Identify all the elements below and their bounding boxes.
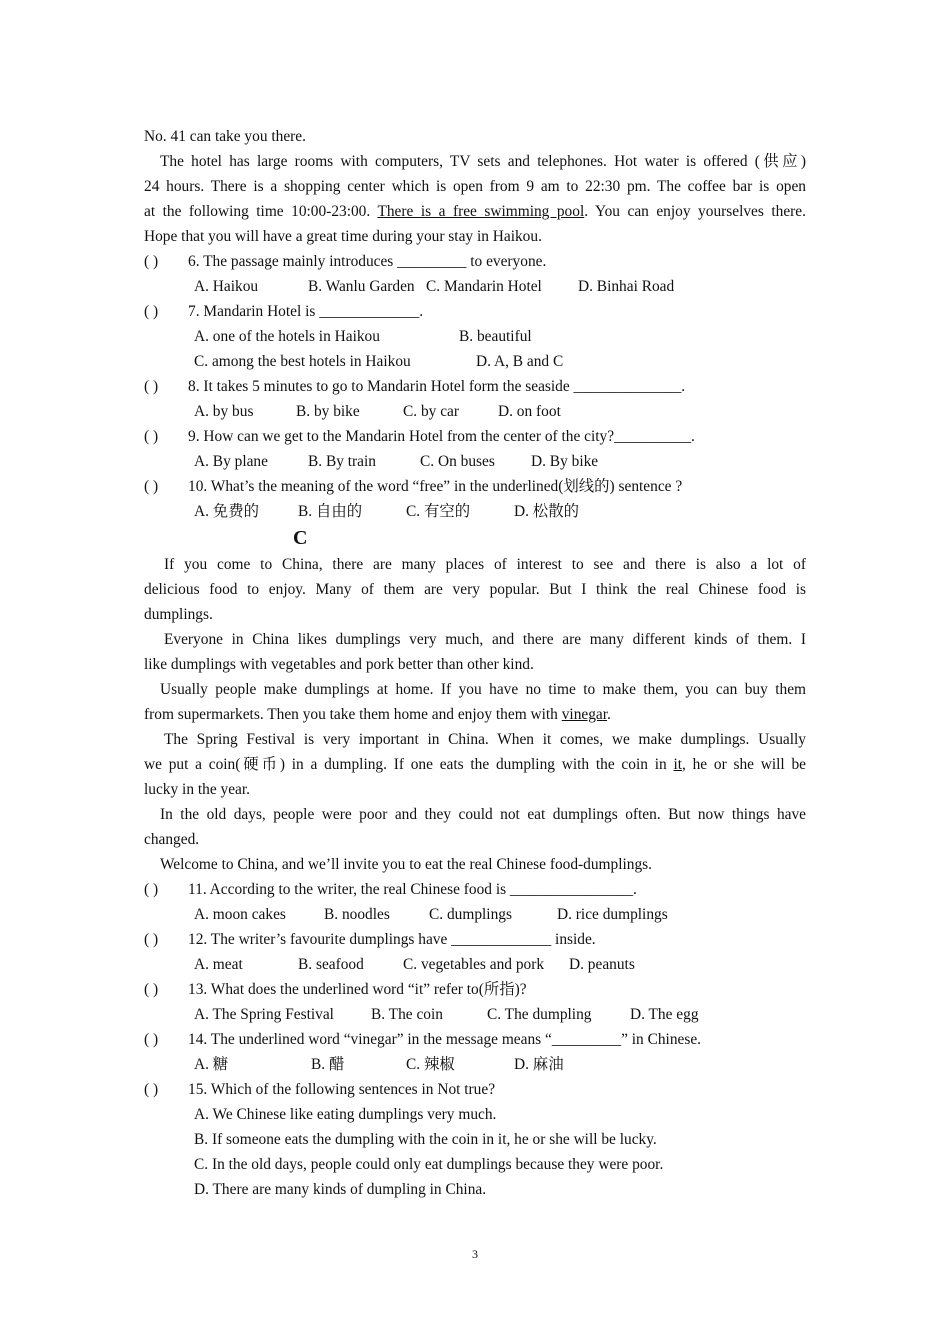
options-row: [144, 449, 806, 474]
passage-b-line: No. 41 can take you there.: [144, 128, 306, 145]
option-d: D. There are many kinds of dumpling in China.: [194, 1181, 487, 1198]
options-row: [144, 952, 806, 977]
passage-c-line: Usually people make dumplings at home. If you have no time to make them, you can buy them: [160, 681, 806, 698]
passage-b-line: at the following time 10:00-23:00. There is a free swimming pool. You can enjoy yourselves there.: [144, 203, 806, 220]
option-a: A. We Chinese like eating dumplings very much.: [194, 1106, 497, 1123]
passage-b-line: The hotel has large rooms with computers, TV sets and telephones. Hot water is offered (供应): [160, 153, 806, 170]
option-a: A. moon cakes: [194, 906, 286, 923]
answer-blank[interactable]: ( ): [144, 303, 159, 320]
underlined-sentence: There is a free swimming pool: [377, 203, 585, 220]
passage-c-line: like dumplings with vegetables and pork better than other kind.: [144, 656, 534, 673]
option-c: C. On buses: [420, 453, 495, 470]
option-b: B. Wanlu Garden: [308, 278, 415, 295]
option-b: B. 自由的: [298, 503, 363, 520]
option-c: C. by car: [403, 403, 459, 420]
option-d: D. The egg: [630, 1006, 699, 1023]
passage-b-line: 24 hours. There is a shopping center which is open from 9 am to 22:30 pm. The coffee bar is open: [144, 178, 806, 195]
question-text: 6. The passage mainly introduces _________ to everyone.: [188, 253, 547, 270]
answer-blank[interactable]: ( ): [144, 1031, 159, 1048]
option-b: B. by bike: [296, 403, 360, 420]
question-12: [144, 927, 806, 952]
page-number: 3: [472, 1247, 478, 1261]
section-heading: C: [293, 527, 308, 549]
question-14: [144, 1027, 806, 1052]
answer-blank[interactable]: ( ): [144, 428, 159, 445]
option-d: D. 麻油: [514, 1056, 564, 1073]
option-c: C. The dumpling: [487, 1006, 592, 1023]
option-a: A. by bus: [194, 403, 254, 420]
options-row: [144, 274, 806, 299]
passage-c-line: from supermarkets. Then you take them home and enjoy them with vinegar.: [144, 706, 611, 723]
answer-blank[interactable]: ( ): [144, 881, 159, 898]
answer-blank[interactable]: ( ): [144, 981, 159, 998]
answer-blank[interactable]: ( ): [144, 1081, 159, 1098]
question-7: [144, 299, 806, 324]
option-a: A. 糖: [194, 1056, 229, 1073]
option-b: B. beautiful: [459, 328, 532, 345]
answer-blank[interactable]: ( ): [144, 931, 159, 948]
option-a: A. 免费的: [194, 503, 259, 520]
option-a: A. meat: [194, 956, 243, 973]
question-text: 13. What does the underlined word “it” refer to(所指)?: [188, 981, 527, 998]
options-row: [144, 324, 806, 349]
options-row: [144, 499, 806, 524]
passage-c-line: Welcome to China, and we’ll invite you to eat the real Chinese food-dumplings.: [160, 856, 652, 873]
option-a: A. one of the hotels in Haikou: [194, 328, 380, 345]
options-row: [144, 349, 806, 374]
answer-blank[interactable]: ( ): [144, 378, 159, 395]
option-c: C. 辣椒: [406, 1056, 455, 1073]
question-text: 8. It takes 5 minutes to go to Mandarin Hotel form the seaside ______________.: [188, 378, 686, 395]
question-text: 15. Which of the following sentences in Not true?: [188, 1081, 496, 1098]
option-b: B. 醋: [311, 1056, 345, 1073]
option-b: B. The coin: [371, 1006, 443, 1023]
question-13: [144, 977, 806, 1002]
question-6: [144, 249, 806, 274]
question-text: 11. According to the writer, the real Chinese food is ________________.: [188, 881, 637, 898]
option-b: B. seafood: [298, 956, 364, 973]
option-c: C. among the best hotels in Haikou: [194, 353, 411, 370]
passage-b-line: Hope that you will have a great time during your stay in Haikou.: [144, 228, 542, 245]
passage-c-line: lucky in the year.: [144, 781, 250, 798]
passage-c-line: changed.: [144, 831, 200, 848]
option-d: D. A, B and C: [476, 353, 564, 370]
option-b: B. By train: [308, 453, 376, 470]
option-a: A. The Spring Festival: [194, 1006, 334, 1023]
option-d: D. rice dumplings: [557, 906, 668, 923]
option-c: C. dumplings: [429, 906, 512, 923]
question-10: [144, 474, 806, 499]
option-a: A. By plane: [194, 453, 268, 470]
passage-c-line: If you come to China, there are many places of interest to see and there is also a lot of: [164, 556, 806, 573]
question-text: 10. What’s the meaning of the word “free” in the underlined(划线的) sentence ?: [188, 478, 683, 495]
option-c: C. Mandarin Hotel: [426, 278, 542, 295]
passage-c-line: The Spring Festival is very important in China. When it comes, we make dumplings. Usually: [164, 731, 806, 748]
answer-blank[interactable]: ( ): [144, 253, 159, 270]
passage-c-line: delicious food to enjoy. Many of them are very popular. But I think the real Chinese food is: [144, 581, 806, 598]
option-b: B. noodles: [324, 906, 390, 923]
option-c: C. 有空的: [406, 503, 471, 520]
underlined-word-it: it: [673, 756, 682, 773]
question-text: 9. How can we get to the Mandarin Hotel from the center of the city?__________.: [188, 428, 695, 445]
question-9: [144, 424, 806, 449]
document-page: [144, 124, 806, 1202]
option-c: C. vegetables and pork: [403, 956, 545, 973]
option-a: A. Haikou: [194, 278, 259, 295]
passage-c-line: dumplings.: [144, 606, 213, 623]
question-8: [144, 374, 806, 399]
options-row: [144, 399, 806, 424]
passage-c-line: we put a coin(硬币) in a dumpling. If one eats the dumpling with the coin in it, he or she will be: [144, 756, 806, 773]
question-text: 7. Mandarin Hotel is _____________.: [188, 303, 424, 320]
passage-c-line: Everyone in China likes dumplings very much, and there are many different kinds of them. I: [164, 631, 806, 648]
option-d: D. By bike: [531, 453, 599, 470]
question-text: 14. The underlined word “vinegar” in the message means “_________” in Chinese.: [188, 1031, 702, 1048]
question-text: 12. The writer’s favourite dumplings have _____________ inside.: [188, 931, 596, 948]
answer-blank[interactable]: ( ): [144, 478, 159, 495]
options-row: [144, 902, 806, 927]
options-row: [144, 1002, 806, 1027]
option-d: D. Binhai Road: [578, 278, 675, 295]
option-d: D. 松散的: [514, 503, 579, 520]
question-15: [144, 1077, 806, 1102]
option-d: D. peanuts: [569, 956, 635, 973]
option-b: B. If someone eats the dumpling with the coin in it, he or she will be lucky.: [194, 1131, 657, 1148]
option-c: C. In the old days, people could only eat dumplings because they were poor.: [194, 1156, 664, 1173]
passage-c-line: In the old days, people were poor and they could not eat dumplings often. But now things have: [160, 806, 806, 823]
options-row: [144, 1052, 806, 1077]
underlined-word-vinegar: vinegar: [561, 706, 608, 723]
question-11: [144, 877, 806, 902]
option-d: D. on foot: [498, 403, 561, 420]
